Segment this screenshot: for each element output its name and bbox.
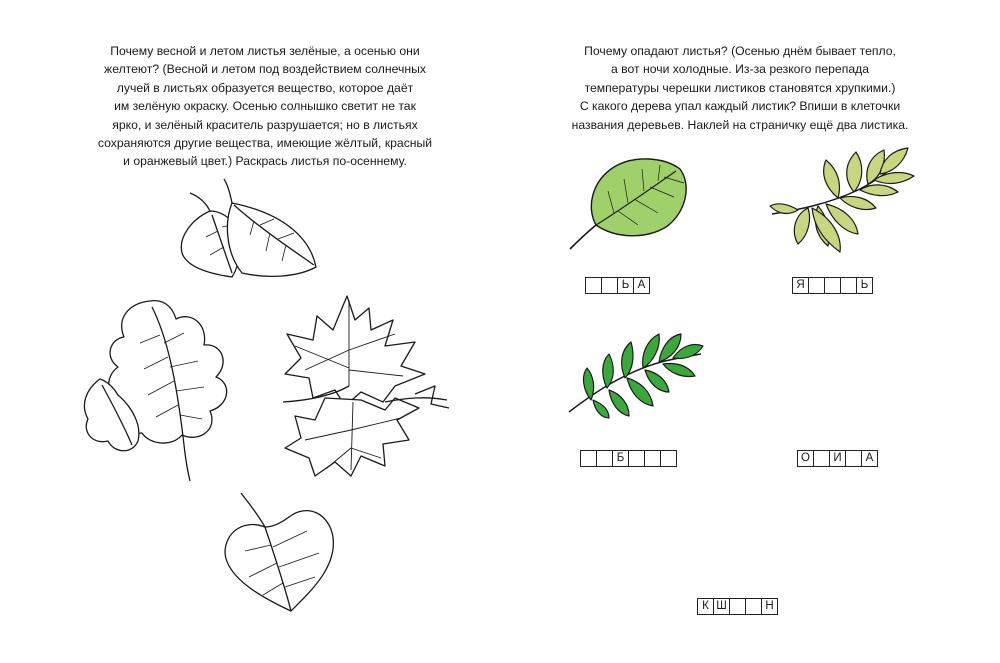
letter-cell: Б bbox=[612, 450, 629, 467]
letter-cell[interactable] bbox=[628, 450, 645, 467]
left-page-text bbox=[70, 42, 460, 171]
letter-cell[interactable] bbox=[601, 277, 618, 294]
text-line: сохраняются другие вещества, имеющие жёлтый, красный bbox=[97, 136, 433, 151]
letter-cell: Я bbox=[792, 277, 809, 294]
text-line: ярко, и зелёный краситель разрушается; но в листьях bbox=[112, 117, 418, 132]
letter-cell: К bbox=[697, 598, 714, 615]
text-line: им зелёную окраску. Осенью солнышко светит не так bbox=[114, 99, 416, 114]
text-line: а вот ночи холодные. Из-за резкого перепада bbox=[611, 62, 869, 77]
word-grid-alder bbox=[585, 277, 650, 294]
text-line: желтеют? (Весной и летом под воздействием солнечных bbox=[104, 62, 426, 77]
letter-cell: И bbox=[829, 450, 846, 467]
letter-cell[interactable] bbox=[824, 277, 841, 294]
text-line: С какого дерева упал каждый листик? Впиши в клеточки bbox=[579, 99, 901, 114]
letter-cell: Ь bbox=[856, 277, 873, 294]
letter-cell[interactable] bbox=[840, 277, 857, 294]
letter-cell[interactable] bbox=[813, 450, 830, 467]
letter-cell: Н bbox=[761, 598, 778, 615]
letter-cell[interactable] bbox=[585, 277, 602, 294]
text-line: Почему опадают листья? (Осенью днём бывает тепло, bbox=[584, 44, 896, 58]
text-line: лучей в листьях образуется вещество, которое даёт bbox=[116, 80, 414, 95]
letter-cell[interactable] bbox=[580, 450, 597, 467]
letter-cell: О bbox=[797, 450, 814, 467]
letter-cell[interactable] bbox=[596, 450, 613, 467]
letter-cell[interactable] bbox=[729, 598, 746, 615]
word-grid-chestnut bbox=[697, 598, 778, 615]
alder-leaf-illustration bbox=[568, 155, 693, 255]
ash-leaf-illustration bbox=[768, 140, 918, 265]
letter-cell: А bbox=[861, 450, 878, 467]
right-page bbox=[500, 0, 1000, 663]
letter-cell: Ш bbox=[713, 598, 730, 615]
linden-leaf-illustration bbox=[215, 487, 345, 615]
text-line: названия деревьев. Наклей на страничку ещё два листика. bbox=[571, 117, 909, 132]
letter-cell[interactable] bbox=[644, 450, 661, 467]
word-grid-aspen bbox=[797, 450, 878, 467]
letter-cell: Ь bbox=[617, 277, 634, 294]
oak-leaves-illustration bbox=[80, 295, 240, 485]
maple-leaves-illustration bbox=[265, 290, 455, 485]
letter-cell[interactable] bbox=[660, 450, 677, 467]
letter-cell[interactable] bbox=[808, 277, 825, 294]
letter-cell: А bbox=[633, 277, 650, 294]
birch-leaves-illustration bbox=[170, 175, 330, 290]
text-line: и оранжевый цвет.) Раскрась листья по-осеннему. bbox=[123, 154, 407, 169]
letter-cell[interactable] bbox=[745, 598, 762, 615]
right-page-text bbox=[540, 42, 940, 134]
letter-cell[interactable] bbox=[845, 450, 862, 467]
text-line: Почему весной и летом листья зелёные, а осенью они bbox=[110, 44, 420, 58]
word-grid-ash bbox=[792, 277, 873, 294]
word-grid-rowan bbox=[580, 450, 677, 467]
rowan-leaf-illustration bbox=[565, 320, 705, 420]
text-line: температуры черешки листиков становятся хрупкими.) bbox=[584, 80, 896, 95]
